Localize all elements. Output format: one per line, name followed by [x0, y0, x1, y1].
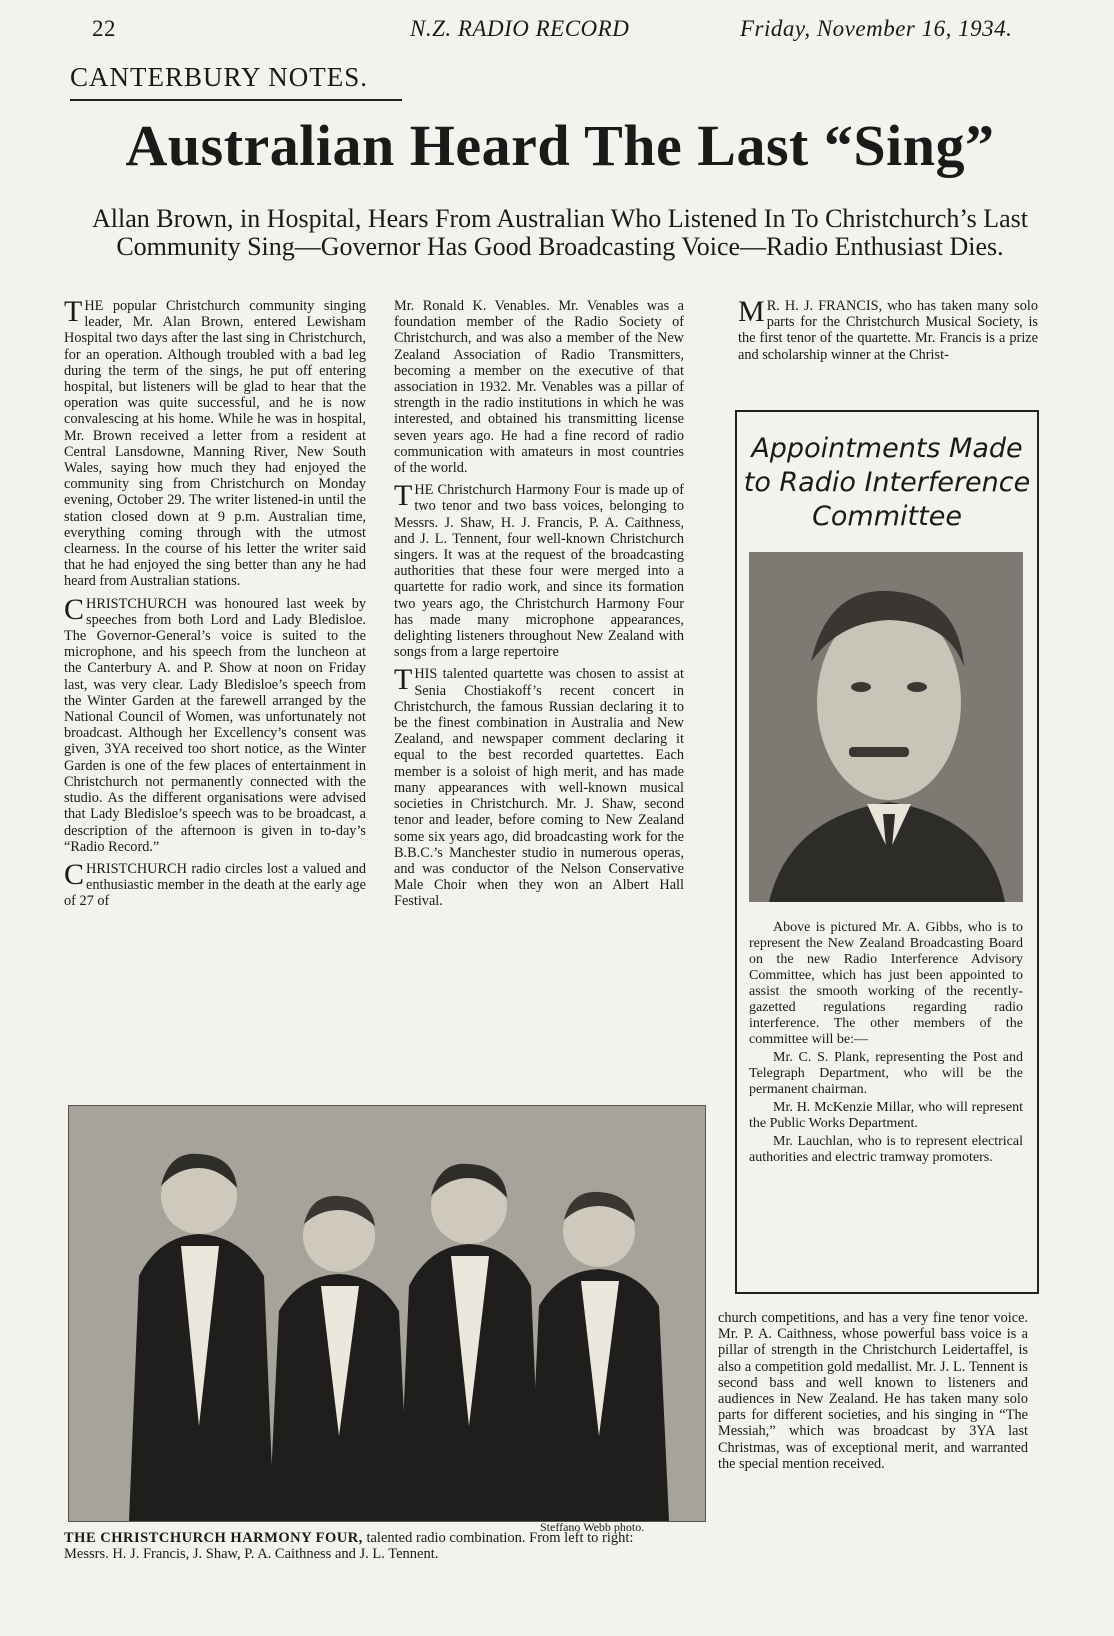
appointments-box [735, 410, 1039, 1294]
group-photo-illustration [69, 1106, 705, 1521]
article-column-3-top [738, 295, 1038, 369]
caption-text: talented radio combination. From left to right: Messrs. H. J. Francis, J. Shaw, P. A. Caithness and J. L. Tennent. [64, 1530, 634, 1562]
section-heading: CANTERBURY NOTES. [70, 62, 369, 92]
box-title: Appointments Made to Radio Interference Committee [743, 433, 1031, 532]
article-column-1 [64, 295, 366, 916]
paragraph-quartette: THIS talented quartette was chosen to assist at Senia Chostiakoff’s recent concert in Christchurch, the famous Russian declaring it to be the finest combination in Australia and New Zealand, and newspaper comment declaring it equal to the best recorded quartettes. Each member is a soloist of high merit, and has made many appearances with well-known musical societies in Christchurch. Mr. J. Shaw, second tenor and leader, before coming to New Zealand some six years ago, did broadcasting work for the B.B.C.’s Manchester studio in numerous operas, and was conductor of the Nelson Conservative Male Choir when they won an Albert Hall Festival. [394, 663, 684, 910]
article-column-3-bottom [718, 1310, 1028, 1478]
article-column-2 [394, 298, 684, 916]
paragraph-francis-cont: church competitions, and has a very fine tenor voice. Mr. P. A. Caithness, whose powerful bass voice is a pillar of strength in the Christchurch Leidertaffel, is also a competition gold medallist. Mr. J. L. Tennent is second bass and well known to listeners and audiences in New Zealand. He has taken many solo parts for different societies, and his singing in “The Messiah,” which was broadcast by 3YA last Christmas, was of exceptional merit, and warranted the special mention received. [718, 1310, 1028, 1472]
paragraph-alan-brown: THE popular Christchurch community singing leader, Mr. Alan Brown, entered Lewisham Hospital two days after the last sing in Christchurch, for an operation. Although troubled with a bad leg during the term of the sings, he put off entering hospital, but listeners will be glad to hear that the operation was quite successful, and he is now convalescing at his home. While he was in hospital, Mr. Brown received a letter from a resident at Central Lansdowne, Manning River, New South Wales, saying how much they had enjoyed the community sing from Christchurch on Monday evening, October 29. The writer listened-in until the station closed down at 9 p.m. Australian time, everything coming through with the utmost clearness. In the course of his letter the writer said that he had enjoyed the sing better than any he had heard from Australian stations. [64, 295, 366, 590]
caption-gibbs: Above is pictured Mr. A. Gibbs, who is to represent the New Zealand Broadcasting Board on the new Radio Interference Advisory Committee, which has just been appointed to assist the smooth working of the recently-gazetted regulations regarding radio interference. The other members of the committee will be:— [749, 920, 1023, 1047]
photo-caption [64, 1530, 664, 1562]
photo-credit: Steffano Webb photo. [540, 1520, 645, 1534]
paragraph-harmony-four: THE Christchurch Harmony Four is made up of two tenor and two bass voices, belonging to Messrs. J. Shaw, H. J. Francis, P. A. Caithness, and J. L. Tennent, four well-known Christchurch singers. It was at the request of the broadcasting authorities that these four were merged into a quartette for radio work, and since its formation two years ago, the Christchurch Harmony Four has made many microphone appearances, delighting listeners throughout New Zealand with songs from a large repertoire [394, 479, 684, 661]
paragraph-venables-cont: Mr. Ronald K. Venables. Mr. Venables was a foundation member of the Radio Society of Christchurch, and was also a member of the New Zealand Association of Radio Transmitters, becoming a member on the executive of that association in 1932. Mr. Venables was a pillar of strength in the radio institutions in which he was interested, and obtained his transmitting license seven years ago. He had a fine record of radio communication with amateurs in most countries of the world. [394, 298, 684, 477]
page-number: 22 [92, 16, 116, 41]
headline: Australian Heard The Last “Sing” [125, 113, 995, 178]
section-rule [70, 99, 402, 101]
box-caption [749, 920, 1023, 1168]
issue-date: Friday, November 16, 1934. [740, 16, 1013, 41]
paragraph-francis: MR. H. J. FRANCIS, who has taken many solo parts for the Christchurch Musical Society, is the first tenor of the quartette. Mr. Francis is a prize and scholarship winner at the Christ- [738, 295, 1038, 363]
paragraph-bledisloe: CHRISTCHURCH was honoured last week by speeches from both Lord and Lady Bledisloe. The Governor-General’s voice is suited to the microphone, and his speech from the luncheon at the Canterbury A. and P. Show at noon on Friday last, was very clear. Lady Bledisloe’s speech from the Winter Garden at the farewell arranged by the National Council of Women, was unfortunately not broadcast. Although her Excellency’s consent was given, 3YA received too short notice, as the Winter Garden is one of the few places of entertainment in Christchurch not permanently connected with the studio. As the different organisations were advised that Lady Bledisloe’s speech was to be broadcast, a description of the afternoon is given in to-day’s “Radio Record.” [64, 592, 366, 855]
portrait-photo [749, 552, 1023, 902]
member-millar: Mr. H. McKenzie Millar, who will represent the Public Works Department. [749, 1100, 1023, 1131]
publication-name: N.Z. RADIO RECORD [410, 16, 630, 41]
member-plank: Mr. C. S. Plank, representing the Post and Telegraph Department, who will be the permanent chairman. [749, 1050, 1023, 1097]
subheadline: Allan Brown, in Hospital, Hears From Australian Who Listened In To Christchurch’s Last Community Sing—Governor Has Good Broadcasting Voice—Radio Enthusiast Dies. [92, 204, 1028, 261]
portrait-illustration [749, 552, 1023, 902]
harmony-four-photo [68, 1105, 706, 1522]
paragraph-venables-start: CHRISTCHURCH radio circles lost a valued and enthusiastic member in the death at the early age of 27 of [64, 857, 366, 910]
caption-lead: THE CHRISTCHURCH HARMONY FOUR, [64, 1530, 363, 1546]
member-lauchlan: Mr. Lauchlan, who is to represent electrical authorities and electric tramway promoters. [749, 1134, 1023, 1165]
